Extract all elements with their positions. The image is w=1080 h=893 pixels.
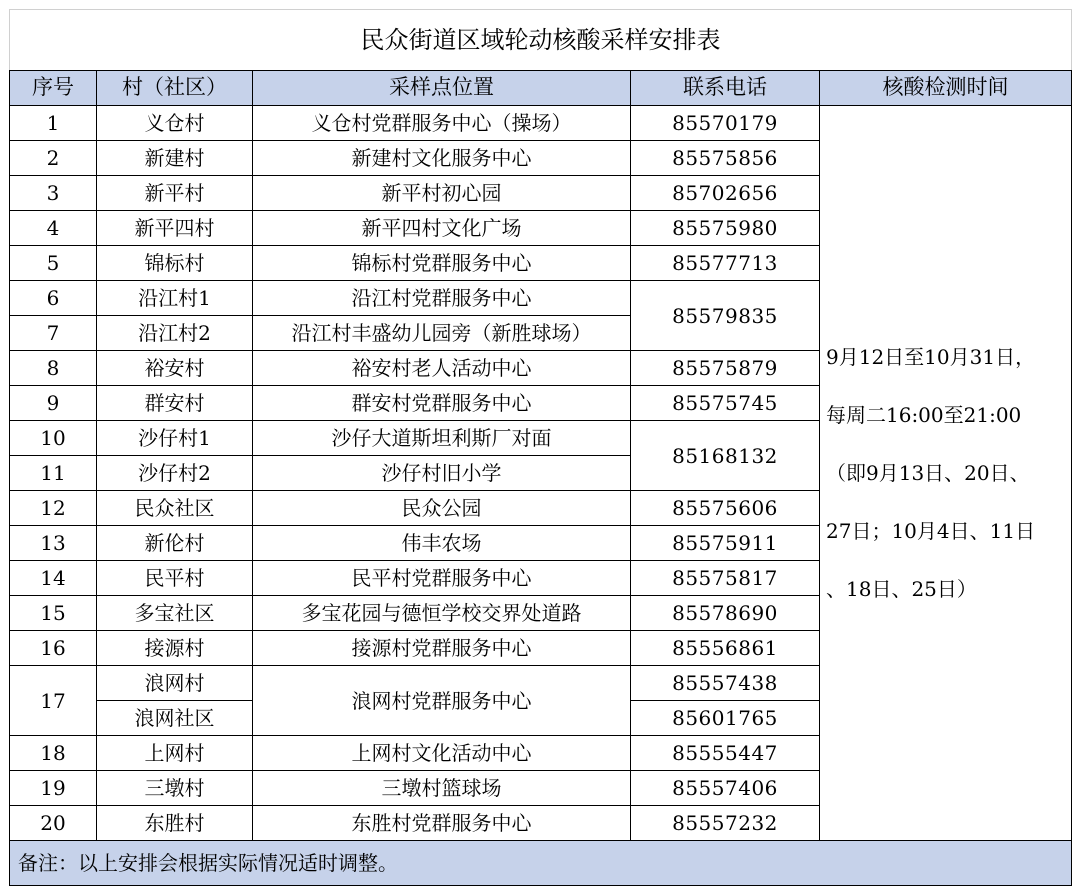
phone-cell: 85557232	[631, 806, 820, 841]
site-cell: 锦标村党群服务中心	[253, 246, 631, 281]
serial-cell: 3	[10, 176, 97, 211]
phone-cell: 85557406	[631, 771, 820, 806]
phone-cell: 85557438	[631, 666, 820, 701]
site-cell: 东胜村党群服务中心	[253, 806, 631, 841]
site-cell: 沙仔村旧小学	[253, 456, 631, 491]
phone-cell: 85575911	[631, 526, 820, 561]
village-cell: 群安村	[97, 386, 253, 421]
schedule-line: （即9月13日、20日、	[826, 461, 1030, 485]
village-cell: 东胜村	[97, 806, 253, 841]
phone-cell: 85702656	[631, 176, 820, 211]
village-cell: 民平村	[97, 561, 253, 596]
serial-cell: 5	[10, 246, 97, 281]
village-cell: 沙仔村2	[97, 456, 253, 491]
village-cell: 三墩村	[97, 771, 253, 806]
serial-cell: 13	[10, 526, 97, 561]
title-row	[10, 10, 1072, 71]
village-cell: 沿江村2	[97, 316, 253, 351]
schedule-line: 每周二16:00至21:00	[826, 403, 1022, 427]
serial-cell: 15	[10, 596, 97, 631]
phone-cell: 85575606	[631, 491, 820, 526]
phone-cell: 85575980	[631, 211, 820, 246]
serial-cell: 1	[10, 106, 97, 141]
serial-cell: 7	[10, 316, 97, 351]
site-cell: 新建村文化服务中心	[253, 141, 631, 176]
header-serial: 序号	[10, 71, 97, 106]
phone-cell: 85555447	[631, 736, 820, 771]
site-cell: 三墩村篮球场	[253, 771, 631, 806]
phone-cell: 85570179	[631, 106, 820, 141]
phone-cell: 85575745	[631, 386, 820, 421]
village-cell: 民众社区	[97, 491, 253, 526]
phone-cell: 85601765	[631, 701, 820, 736]
site-cell: 浪网村党群服务中心	[253, 666, 631, 736]
serial-cell: 14	[10, 561, 97, 596]
phone-cell: 85168132	[631, 421, 820, 491]
village-cell: 接源村	[97, 631, 253, 666]
header-phone: 联系电话	[631, 71, 820, 106]
header-site: 采样点位置	[253, 71, 631, 106]
schedule-line: 27日；10月4日、11日	[826, 519, 1036, 543]
site-cell: 沿江村党群服务中心	[253, 281, 631, 316]
site-cell: 多宝花园与德恒学校交界处道路	[253, 596, 631, 631]
serial-cell: 10	[10, 421, 97, 456]
village-cell: 新平四村	[97, 211, 253, 246]
village-cell: 多宝社区	[97, 596, 253, 631]
serial-cell: 17	[10, 666, 97, 736]
village-cell: 上网村	[97, 736, 253, 771]
schedule-cell	[820, 106, 1072, 841]
serial-cell: 16	[10, 631, 97, 666]
village-cell: 沙仔村1	[97, 421, 253, 456]
village-cell: 锦标村	[97, 246, 253, 281]
phone-cell: 85578690	[631, 596, 820, 631]
village-cell: 浪网社区	[97, 701, 253, 736]
village-cell: 新建村	[97, 141, 253, 176]
phone-cell: 85575817	[631, 561, 820, 596]
phone-cell: 85575856	[631, 141, 820, 176]
site-cell: 沿江村丰盛幼儿园旁（新胜球场）	[253, 316, 631, 351]
schedule-line: 、18日、25日）	[826, 577, 977, 601]
site-cell: 新平村初心园	[253, 176, 631, 211]
serial-cell: 6	[10, 281, 97, 316]
header-village: 村（社区）	[97, 71, 253, 106]
phone-cell: 85575879	[631, 351, 820, 386]
site-cell: 伟丰农场	[253, 526, 631, 561]
village-cell: 裕安村	[97, 351, 253, 386]
table-row	[10, 106, 1072, 141]
schedule-line: 9月12日至10月31日，	[826, 345, 1036, 369]
village-cell: 浪网村	[97, 666, 253, 701]
site-cell: 新平四村文化广场	[253, 211, 631, 246]
site-cell: 民众公园	[253, 491, 631, 526]
site-cell: 义仓村党群服务中心（操场）	[253, 106, 631, 141]
serial-cell: 2	[10, 141, 97, 176]
site-cell: 民平村党群服务中心	[253, 561, 631, 596]
phone-cell: 85579835	[631, 281, 820, 351]
sampling-schedule-table	[9, 9, 1072, 886]
site-cell: 接源村党群服务中心	[253, 631, 631, 666]
serial-cell: 12	[10, 491, 97, 526]
header-time: 核酸检测时间	[820, 71, 1072, 106]
site-cell: 上网村文化活动中心	[253, 736, 631, 771]
site-cell: 群安村党群服务中心	[253, 386, 631, 421]
village-cell: 沿江村1	[97, 281, 253, 316]
phone-cell: 85556861	[631, 631, 820, 666]
header-row	[10, 71, 1072, 106]
serial-cell: 9	[10, 386, 97, 421]
site-cell: 裕安村老人活动中心	[253, 351, 631, 386]
serial-cell: 18	[10, 736, 97, 771]
site-cell: 沙仔大道斯坦利斯厂对面	[253, 421, 631, 456]
table-title: 民众街道区域轮动核酸采样安排表	[10, 10, 1072, 71]
serial-cell: 11	[10, 456, 97, 491]
village-cell: 新伦村	[97, 526, 253, 561]
serial-cell: 4	[10, 211, 97, 246]
village-cell: 义仓村	[97, 106, 253, 141]
village-cell: 新平村	[97, 176, 253, 211]
serial-cell: 19	[10, 771, 97, 806]
serial-cell: 8	[10, 351, 97, 386]
phone-cell: 85577713	[631, 246, 820, 281]
serial-cell: 20	[10, 806, 97, 841]
note-text: 备注：以上安排会根据实际情况适时调整。	[10, 841, 1072, 886]
note-row	[10, 841, 1072, 886]
